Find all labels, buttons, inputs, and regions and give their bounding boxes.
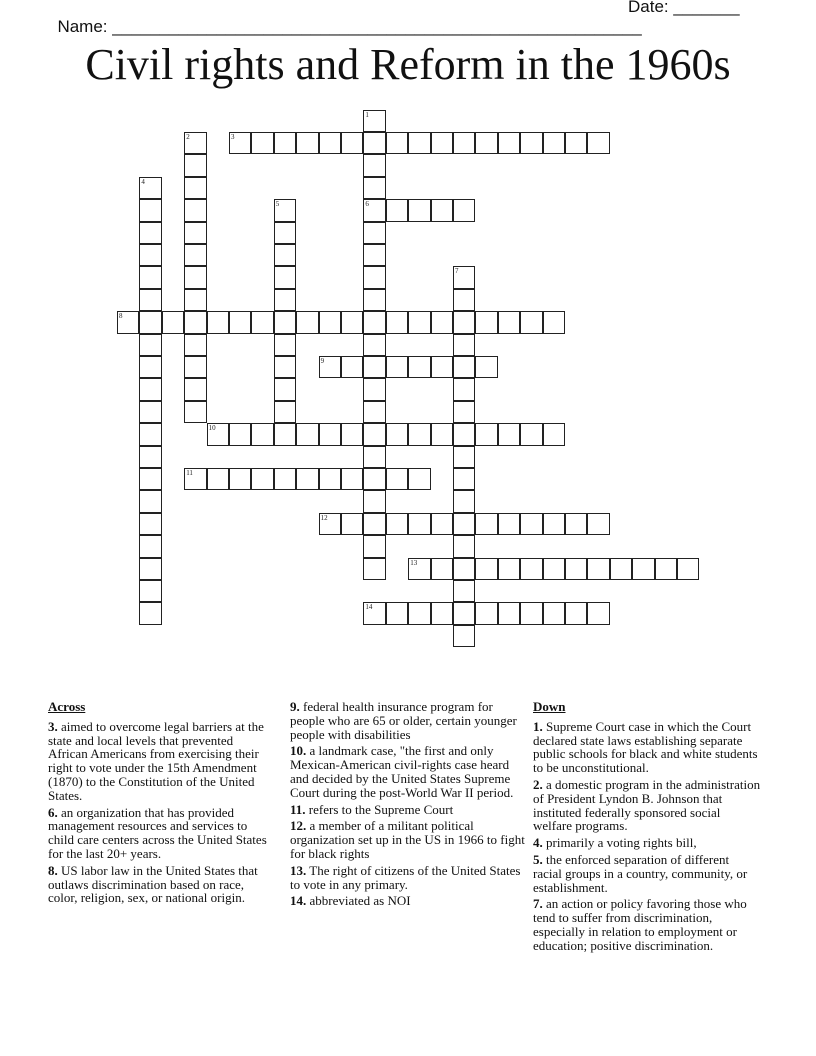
grid-cell[interactable]	[475, 602, 497, 624]
grid-cell[interactable]	[386, 311, 408, 333]
grid-cell[interactable]	[341, 468, 363, 490]
clue-across-13: 13. The right of citizens of the United States to vote in any primary.	[290, 862, 521, 892]
grid-cell[interactable]	[229, 423, 251, 445]
grid-cell[interactable]	[184, 222, 206, 244]
grid-cell[interactable]	[498, 311, 520, 333]
grid-cell[interactable]	[274, 289, 296, 311]
grid-cell[interactable]	[139, 446, 161, 468]
grid-cell[interactable]	[565, 558, 587, 580]
grid-cell[interactable]	[632, 558, 654, 580]
grid-cell[interactable]	[453, 468, 475, 490]
grid-cell[interactable]	[229, 468, 251, 490]
grid-cell[interactable]	[587, 132, 609, 154]
grid-cell[interactable]	[453, 266, 475, 288]
grid-cell[interactable]	[363, 154, 385, 176]
grid-cell[interactable]	[184, 266, 206, 288]
grid-cell[interactable]	[184, 154, 206, 176]
grid-cell[interactable]	[453, 334, 475, 356]
clue-number: 5	[275, 200, 280, 209]
clue-across-11: 11. refers to the Supreme Court	[290, 801, 454, 817]
grid-cell[interactable]	[363, 289, 385, 311]
grid-cell[interactable]	[498, 132, 520, 154]
grid-cell[interactable]	[408, 199, 430, 221]
grid-cell[interactable]	[251, 132, 273, 154]
grid-cell[interactable]	[543, 513, 565, 535]
grid-cell[interactable]	[184, 378, 206, 400]
grid-cell[interactable]	[475, 311, 497, 333]
grid-cell[interactable]	[184, 199, 206, 221]
clue-across-9: 9. federal health insurance program for people who are 65 or older, certain younger people with disabilities	[290, 699, 517, 742]
grid-cell[interactable]	[139, 311, 161, 333]
grid-cell[interactable]	[453, 625, 475, 647]
grid-cell[interactable]	[408, 311, 430, 333]
grid-cell[interactable]	[139, 423, 161, 445]
grid-cell[interactable]	[363, 110, 385, 132]
date-field[interactable]: Date: _______	[628, 0, 740, 16]
grid-cell[interactable]	[408, 558, 430, 580]
grid-cell[interactable]	[274, 356, 296, 378]
grid-cell[interactable]	[363, 558, 385, 580]
grid-cell[interactable]	[229, 311, 251, 333]
grid-cell[interactable]	[296, 311, 318, 333]
grid-cell[interactable]	[139, 535, 161, 557]
clue-number: 13	[410, 558, 418, 567]
clue-number: 11	[186, 469, 193, 477]
grid-cell[interactable]	[184, 401, 206, 423]
grid-cell[interactable]	[139, 490, 161, 512]
clue-number: 6	[365, 200, 369, 209]
grid-cell[interactable]	[610, 558, 632, 580]
grid-cell[interactable]	[184, 311, 206, 333]
clue-across-14: 14. abbreviated as NOI	[290, 893, 411, 909]
grid-cell[interactable]	[431, 311, 453, 333]
grid-cell[interactable]	[274, 266, 296, 288]
grid-cell[interactable]	[453, 401, 475, 423]
grid-cell[interactable]	[139, 177, 161, 199]
grid-cell[interactable]	[453, 311, 475, 333]
grid-cell[interactable]	[251, 311, 273, 333]
clue-number: 10	[208, 424, 216, 433]
grid-cell[interactable]	[498, 602, 520, 624]
grid-cell[interactable]	[274, 378, 296, 400]
clue-number: 7	[455, 267, 459, 276]
grid-cell[interactable]	[386, 199, 408, 221]
grid-cell[interactable]	[431, 199, 453, 221]
grid-cell[interactable]	[139, 401, 161, 423]
clue-number: 1	[365, 110, 369, 119]
grid-cell[interactable]	[363, 535, 385, 557]
grid-cell[interactable]	[251, 423, 273, 445]
grid-cell[interactable]	[184, 177, 206, 199]
grid-cell[interactable]	[296, 132, 318, 154]
grid-cell[interactable]	[565, 132, 587, 154]
grid-cell[interactable]	[543, 602, 565, 624]
grid-cell[interactable]	[184, 289, 206, 311]
grid-cell[interactable]	[498, 513, 520, 535]
grid-cell[interactable]	[677, 558, 699, 580]
grid-cell[interactable]	[184, 468, 206, 490]
grid-cell[interactable]	[587, 602, 609, 624]
clue-across-8: 8. US labor law in the United States that outlaws discrimination based on race, color, religion, sex, or national origin.	[48, 862, 258, 906]
grid-cell[interactable]	[296, 468, 318, 490]
grid-cell[interactable]	[139, 558, 161, 580]
grid-cell[interactable]	[139, 468, 161, 490]
grid-cell[interactable]	[475, 356, 497, 378]
grid-cell[interactable]	[475, 423, 497, 445]
grid-cell[interactable]	[341, 423, 363, 445]
grid-cell[interactable]	[162, 311, 184, 333]
grid-cell[interactable]	[184, 356, 206, 378]
grid-cell[interactable]	[139, 244, 161, 266]
grid-cell[interactable]	[386, 356, 408, 378]
grid-cell[interactable]	[453, 132, 475, 154]
grid-cell[interactable]	[341, 132, 363, 154]
grid-cell[interactable]	[431, 356, 453, 378]
grid-cell[interactable]	[453, 513, 475, 535]
grid-cell[interactable]	[453, 378, 475, 400]
grid-cell[interactable]	[498, 423, 520, 445]
grid-cell[interactable]	[139, 602, 161, 624]
clue-across-12: 12. a member of a militant political organization set up in the US in 1966 to fight for black rights	[290, 818, 525, 861]
grid-cell[interactable]	[520, 558, 542, 580]
grid-cell[interactable]	[453, 580, 475, 602]
grid-cell[interactable]	[363, 423, 385, 445]
grid-cell[interactable]	[431, 132, 453, 154]
grid-cell[interactable]	[453, 289, 475, 311]
grid-cell[interactable]	[520, 132, 542, 154]
grid-cell[interactable]	[587, 513, 609, 535]
grid-cell[interactable]	[363, 334, 385, 356]
grid-cell[interactable]	[139, 334, 161, 356]
grid-cell[interactable]	[363, 266, 385, 288]
grid-cell[interactable]	[184, 132, 206, 154]
grid-cell[interactable]	[319, 132, 341, 154]
name-field[interactable]: Name: ________________________________________________________	[57, 17, 642, 36]
across-column-1	[48, 700, 270, 908]
grid-cell[interactable]	[139, 199, 161, 221]
down-heading: Down	[533, 699, 566, 714]
grid-cell[interactable]	[363, 132, 385, 154]
clue-number: 14	[365, 603, 373, 612]
grid-cell[interactable]	[565, 513, 587, 535]
grid-cell[interactable]	[363, 244, 385, 266]
grid-cell[interactable]	[274, 468, 296, 490]
grid-cell[interactable]	[319, 513, 341, 535]
clue-number: 3	[231, 133, 235, 141]
grid-cell[interactable]	[453, 490, 475, 512]
grid-cell[interactable]	[408, 423, 430, 445]
grid-cell[interactable]	[453, 356, 475, 378]
grid-cell[interactable]	[408, 513, 430, 535]
grid-cell[interactable]	[453, 602, 475, 624]
grid-cell[interactable]	[363, 468, 385, 490]
grid-cell[interactable]	[453, 199, 475, 221]
grid-cell[interactable]	[386, 132, 408, 154]
clue-down-7: 7. an action or policy favoring those who tend to suffer from discrimination, especially in relation to employment or education; positive discrimination.	[533, 896, 747, 953]
grid-cell[interactable]	[341, 356, 363, 378]
grid-cell[interactable]	[543, 311, 565, 333]
grid-cell[interactable]	[475, 558, 497, 580]
grid-cell[interactable]	[363, 177, 385, 199]
grid-cell[interactable]	[274, 311, 296, 333]
grid-cell[interactable]	[386, 602, 408, 624]
grid-cell[interactable]	[207, 311, 229, 333]
grid-cell[interactable]	[363, 199, 385, 221]
grid-cell[interactable]	[520, 423, 542, 445]
grid-cell[interactable]	[207, 468, 229, 490]
grid-cell[interactable]	[139, 222, 161, 244]
grid-cell[interactable]	[139, 266, 161, 288]
grid-cell[interactable]	[139, 580, 161, 602]
grid-cell[interactable]	[319, 468, 341, 490]
page-title: Civil rights and Reform in the 1960s	[85, 40, 731, 89]
clue-number: 4	[141, 177, 145, 186]
grid-cell[interactable]	[363, 513, 385, 535]
grid-cell[interactable]	[453, 535, 475, 557]
grid-cell[interactable]	[543, 132, 565, 154]
grid-cell[interactable]	[431, 558, 453, 580]
grid-cell[interactable]	[453, 446, 475, 468]
clue-down-1: 1. Supreme Court case in which the Court declared state laws establishing separate public schools for black and white students to be unconstitutional.	[533, 718, 758, 776]
clue-number: 12	[320, 513, 328, 522]
grid-cell[interactable]	[274, 401, 296, 423]
grid-cell[interactable]	[363, 356, 385, 378]
grid-cell[interactable]	[274, 423, 296, 445]
clue-down-5: 5. the enforced separation of different racial groups in a country, community, or establishment.	[533, 851, 748, 895]
grid-cell[interactable]	[274, 199, 296, 221]
grid-cell[interactable]	[363, 222, 385, 244]
clue-across-6: 6. an organization that has provided management resources and services to child care centers across the United States for the last 20+ years.	[48, 804, 267, 861]
grid-cell[interactable]	[363, 378, 385, 400]
across-heading: Across	[48, 699, 86, 714]
grid-cell[interactable]	[386, 423, 408, 445]
clue-number: 2	[186, 133, 190, 141]
grid-cell[interactable]	[386, 468, 408, 490]
down-column	[533, 700, 761, 956]
grid-cell[interactable]	[475, 132, 497, 154]
grid-cell[interactable]	[251, 468, 273, 490]
grid-cell[interactable]	[319, 311, 341, 333]
grid-cell[interactable]	[386, 513, 408, 535]
clues-section	[48, 700, 768, 1000]
grid-cell[interactable]	[184, 244, 206, 266]
clue-down-4: 4. primarily a voting rights bill,	[533, 835, 697, 851]
grid-cell[interactable]	[363, 401, 385, 423]
grid-cell[interactable]	[319, 423, 341, 445]
grid-cell[interactable]	[341, 513, 363, 535]
grid-cell[interactable]	[520, 311, 542, 333]
grid-cell[interactable]	[363, 446, 385, 468]
grid-cell[interactable]	[408, 356, 430, 378]
grid-cell[interactable]	[229, 132, 251, 154]
grid-cell[interactable]	[520, 602, 542, 624]
grid-cell[interactable]	[587, 558, 609, 580]
across-column-2	[290, 700, 525, 911]
grid-cell[interactable]	[139, 513, 161, 535]
grid-cell[interactable]	[139, 378, 161, 400]
grid-cell[interactable]	[341, 311, 363, 333]
grid-cell[interactable]	[363, 490, 385, 512]
grid-cell[interactable]	[453, 423, 475, 445]
grid-cell[interactable]	[139, 289, 161, 311]
grid-cell[interactable]	[565, 602, 587, 624]
grid-cell[interactable]	[319, 356, 341, 378]
grid-cell[interactable]	[296, 423, 318, 445]
clue-across-3: 3. aimed to overcome legal barriers at the state and local levels that prevented African Americans from exercising their right to vote under the 15th Amendment (1870) to the Constitution of the United States.	[48, 718, 264, 803]
grid-cell[interactable]	[520, 513, 542, 535]
grid-cell[interactable]	[543, 423, 565, 445]
grid-cell[interactable]	[117, 311, 139, 333]
grid-cell[interactable]	[363, 602, 385, 624]
grid-cell[interactable]	[475, 513, 497, 535]
grid-cell[interactable]	[431, 602, 453, 624]
grid-cell[interactable]	[543, 558, 565, 580]
grid-cell[interactable]	[408, 468, 430, 490]
grid-cell[interactable]	[274, 244, 296, 266]
grid-cell[interactable]	[655, 558, 677, 580]
grid-cell[interactable]	[408, 132, 430, 154]
grid-cell[interactable]	[453, 558, 475, 580]
grid-cell[interactable]	[408, 602, 430, 624]
clue-across-10: 10. a landmark case, "the first and only Mexican-American civil-rights case heard and decided by the United States Supreme Court during the post-World War II period.	[290, 743, 514, 800]
grid-cell[interactable]	[498, 558, 520, 580]
grid-cell[interactable]	[184, 334, 206, 356]
grid-cell[interactable]	[431, 423, 453, 445]
grid-cell[interactable]	[274, 334, 296, 356]
grid-cell[interactable]	[274, 222, 296, 244]
grid-cell[interactable]	[207, 423, 229, 445]
clue-down-2: 2. a domestic program in the administration of President Lyndon B. Johnson that instituted federally sponsored social welfare programs.	[533, 776, 761, 834]
grid-cell[interactable]	[274, 132, 296, 154]
grid-cell[interactable]	[363, 311, 385, 333]
grid-cell[interactable]	[431, 513, 453, 535]
clue-number: 8	[119, 312, 123, 321]
clue-number: 9	[320, 357, 325, 365]
grid-cell[interactable]	[139, 356, 161, 378]
